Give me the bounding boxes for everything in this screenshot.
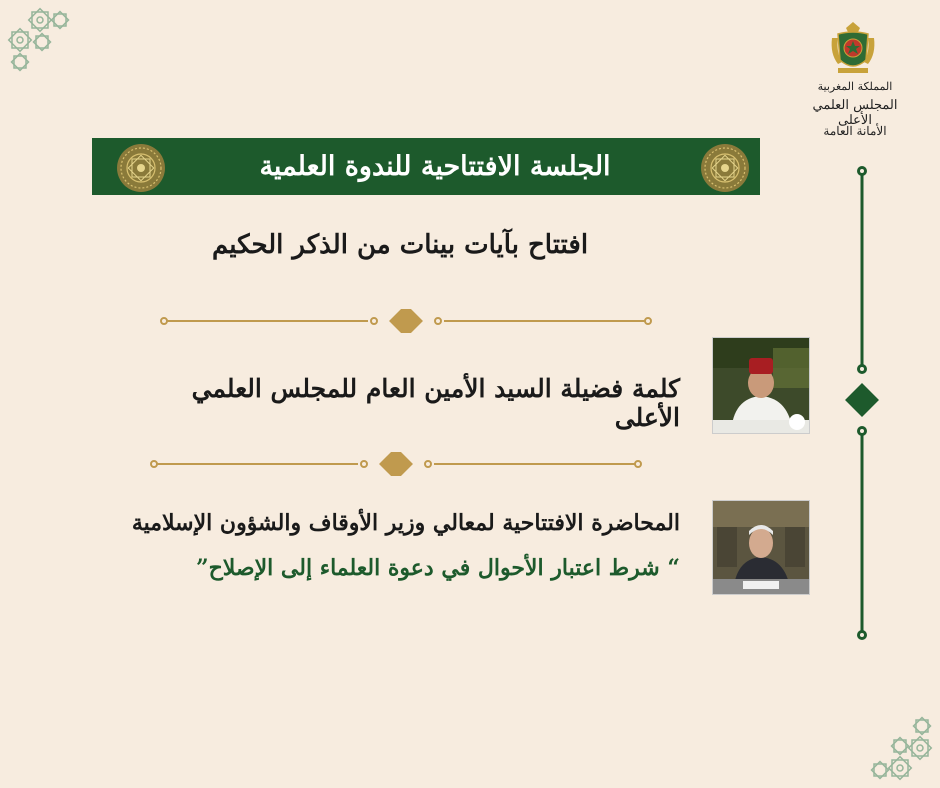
ornamental-divider	[160, 309, 652, 333]
corner-ornament-bottom-right	[860, 708, 940, 788]
banner-title: الجلسة الافتتاحية للندوة العلمية	[259, 151, 611, 182]
institution-department: الأمانة العامة	[823, 124, 887, 138]
arabesque-medallion-icon	[700, 143, 750, 193]
program-item-secretary-speech: كلمة فضيلة السيد الأمين العام للمجلس العلمي الأعلى	[191, 374, 680, 432]
institution-name: المجلس العلمي الأعلى	[812, 98, 898, 128]
minister-photo	[712, 500, 810, 595]
program-item-opening-lecture: المحاضرة الافتتاحية لمعالي وزير الأوقاف والشؤون الإسلامية	[131, 510, 680, 536]
lecture-title: “ شرط اعتبار الأحوال في دعوة العلماء إلى الإصلاح”	[195, 555, 680, 581]
royal-coat-of-arms-icon	[828, 20, 878, 76]
vertical-timeline	[840, 165, 884, 640]
program-item-quran-opening: افتتاح بآيات بينات من الذكر الحكيم	[211, 230, 589, 260]
corner-ornament-top-left	[0, 0, 80, 80]
institution-country: المملكة المغربية	[817, 80, 893, 93]
arabesque-medallion-icon	[116, 143, 166, 193]
ornamental-divider	[150, 452, 642, 476]
secretary-general-photo	[712, 337, 810, 434]
